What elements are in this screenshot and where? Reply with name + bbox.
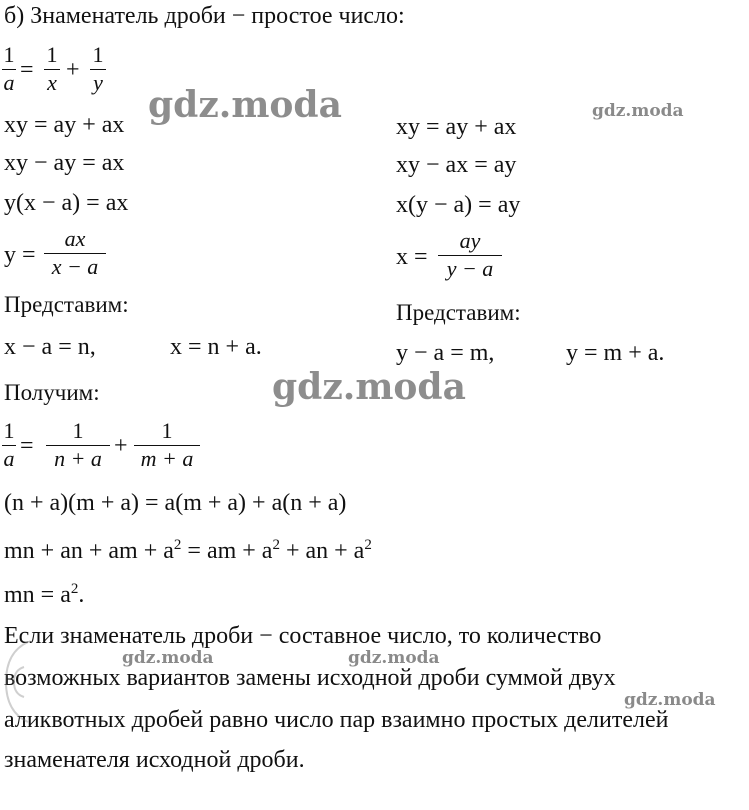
left-represent-label: Представим: xyxy=(4,292,129,317)
numerator: 1 xyxy=(46,42,58,67)
right-fraction-ay-over-y-a xyxy=(438,230,502,280)
denominator: y − a xyxy=(446,256,494,281)
plus-sign: + xyxy=(114,433,128,459)
denominator: a xyxy=(3,446,15,471)
watermark-small-right: gdz.moda xyxy=(624,690,716,710)
exponent: 2 xyxy=(70,581,79,597)
expansion-part-1: mn + an + am + a xyxy=(4,538,174,564)
left-substitution-2: x = n + a. xyxy=(170,334,262,360)
watermark-large-top: gdz.moda xyxy=(148,84,342,126)
denominator: m + a xyxy=(140,446,194,471)
left-substitution-1: x − a = n, xyxy=(4,334,96,360)
numerator: 1 xyxy=(3,418,15,443)
denominator: n + a xyxy=(54,446,102,471)
right-line-4-lhs: x = xyxy=(396,244,428,270)
right-substitution-2: y = m + a. xyxy=(566,340,665,366)
fraction-1-over-y xyxy=(90,44,106,94)
paragraph-line-2: возможных вариантов замены исходной дроби суммой двух xyxy=(4,665,616,691)
heading-text: б) Знаменатель дроби − простое число: xyxy=(4,3,405,29)
right-line-2: xy − ax = ay xyxy=(396,152,517,178)
numerator: ax xyxy=(64,226,86,251)
left-line-2: xy − ay = ax xyxy=(4,150,125,176)
result-line xyxy=(4,582,84,608)
watermark-large-middle: gdz.moda xyxy=(272,366,466,408)
right-line-1: xy = ay + ax xyxy=(396,114,517,140)
obtain-label: Получим: xyxy=(4,380,100,405)
denominator: x − a xyxy=(51,254,99,279)
denominator: x xyxy=(47,70,57,95)
denominator: y xyxy=(93,70,103,95)
left-line-1: xy = ay + ax xyxy=(4,112,125,138)
plus-sign: + xyxy=(66,57,80,83)
numerator: 1 xyxy=(72,418,84,443)
equals-sign: = xyxy=(20,433,34,459)
copyright-watermark-icon xyxy=(2,632,32,732)
denominator: a xyxy=(3,70,15,95)
fraction-1-over-a xyxy=(2,420,16,470)
result-main: mn = a xyxy=(4,582,71,608)
watermark-small-center: gdz.moda xyxy=(348,648,440,668)
exponent: 2 xyxy=(272,537,280,553)
left-fraction-ax-over-x-a xyxy=(44,228,106,278)
expansion-part-2: = am + a xyxy=(181,538,273,564)
watermark-small-top-right: gdz.moda xyxy=(592,101,684,121)
expansion-line-2 xyxy=(4,538,372,564)
left-line-4-lhs: y = xyxy=(4,242,36,268)
left-line-3: y(x − a) = ax xyxy=(4,190,129,216)
right-substitution-1: y − a = m, xyxy=(396,340,495,366)
right-line-3: x(y − a) = ay xyxy=(396,192,521,218)
fraction-1-over-x xyxy=(44,44,60,94)
fraction-1-over-m-plus-a xyxy=(134,420,200,470)
result-end: . xyxy=(78,582,85,608)
paragraph-line-1: Если знаменатель дроби − составное число, то количество xyxy=(4,623,602,649)
expansion-part-3: + an + a xyxy=(279,538,365,564)
exponent: 2 xyxy=(173,537,182,553)
expansion-line-1: (n + a)(m + a) = a(m + a) + a(n + a) xyxy=(4,490,347,516)
paragraph-line-3: аликвотных дробей равно число пар взаимно простых делителей xyxy=(4,707,669,733)
numerator: 1 xyxy=(92,42,104,67)
fraction-1-over-n-plus-a xyxy=(46,420,110,470)
numerator: ay xyxy=(459,228,481,253)
equals-sign: = xyxy=(20,57,34,83)
watermark-small-left: gdz.moda xyxy=(122,648,214,668)
fraction-1-over-a xyxy=(2,44,16,94)
numerator: 1 xyxy=(161,418,173,443)
right-represent-label: Представим: xyxy=(396,300,521,325)
numerator: 1 xyxy=(3,42,15,67)
paragraph-line-4: знаменателя исходной дроби. xyxy=(4,747,305,773)
exponent: 2 xyxy=(364,537,372,553)
